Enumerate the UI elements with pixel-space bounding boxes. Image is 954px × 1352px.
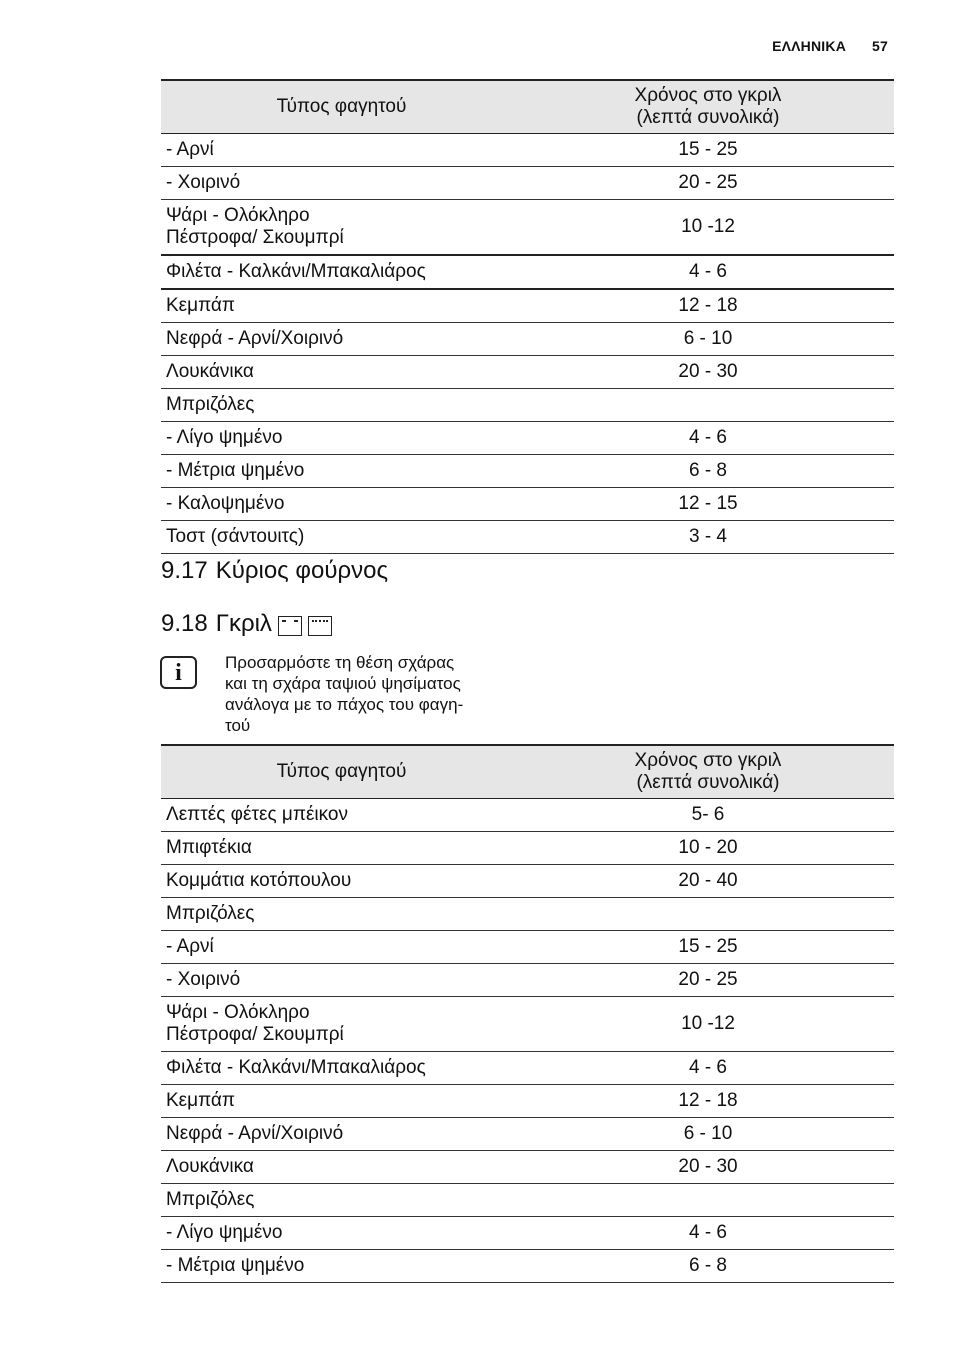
table-row (161, 389, 894, 422)
table-row (161, 356, 894, 389)
section-number: 9.18 (161, 610, 208, 637)
table-header-row (161, 80, 894, 134)
time-cell: 5- 6 (522, 799, 894, 832)
time-cell: 10 -12 (522, 200, 894, 256)
food-cell (161, 997, 522, 1052)
table-row (161, 964, 894, 997)
table-row (161, 1217, 894, 1250)
food-cell: - Αρνί (161, 931, 522, 964)
grill-icon (278, 616, 302, 636)
time-cell: 15 - 25 (522, 931, 894, 964)
table-row (161, 521, 894, 554)
table-row (161, 865, 894, 898)
time-cell: 4 - 6 (522, 1052, 894, 1085)
time-cell (522, 389, 894, 422)
time-cell: 6 - 10 (522, 1118, 894, 1151)
table-row (161, 931, 894, 964)
section-number: 9.17 (161, 557, 208, 584)
food-cell: - Καλοψημένο (161, 488, 522, 521)
food-cell: Κεμπάπ (161, 1085, 522, 1118)
info-note (225, 652, 515, 736)
food-cell: Φιλέτα - Καλκάνι/Μπακαλιάρος (161, 255, 522, 289)
table-row (161, 832, 894, 865)
table-row (161, 200, 894, 256)
time-cell (522, 1184, 894, 1217)
table-row (161, 1118, 894, 1151)
food-cell: Κεμπάπ (161, 289, 522, 323)
time-cell: 3 - 4 (522, 521, 894, 554)
section-heading-main-oven (161, 557, 388, 585)
time-cell: 20 - 30 (522, 356, 894, 389)
time-cell: 15 - 25 (522, 134, 894, 167)
grill-times-table-1 (161, 79, 894, 554)
time-cell: 20 - 30 (522, 1151, 894, 1184)
food-cell: - Χοιρινό (161, 964, 522, 997)
table-row (161, 323, 894, 356)
info-icon: i (160, 656, 197, 689)
time-cell: 6 - 10 (522, 323, 894, 356)
table-row (161, 422, 894, 455)
food-cell: Φιλέτα - Καλκάνι/Μπακαλιάρος (161, 1052, 522, 1085)
page-number: 57 (872, 38, 888, 54)
table-row (161, 455, 894, 488)
table-row (161, 898, 894, 931)
table-row (161, 134, 894, 167)
section-title: Γκριλ (215, 610, 272, 637)
time-cell: 10 -12 (522, 997, 894, 1052)
food-cell-line2: Πέστροφα/ Σκουμπρί (166, 227, 344, 248)
time-cell: 4 - 6 (522, 255, 894, 289)
table-row (161, 255, 894, 289)
info-note-line: Προσαρμόστε τη θέση σχάρας (225, 653, 455, 672)
food-cell: - Αρνί (161, 134, 522, 167)
food-cell: Λουκάνικα (161, 356, 522, 389)
info-note-line: τού (225, 716, 251, 735)
food-cell: Τοστ (σάντουιτς) (161, 521, 522, 554)
food-cell: Λουκάνικα (161, 1151, 522, 1184)
grill-times-table-2 (161, 744, 894, 1283)
table-row (161, 488, 894, 521)
table-row (161, 1250, 894, 1283)
time-cell: 6 - 8 (522, 455, 894, 488)
food-cell: Νεφρά - Αρνί/Χοιρινό (161, 1118, 522, 1151)
time-cell: 20 - 25 (522, 964, 894, 997)
table-row (161, 799, 894, 832)
food-cell: - Λίγο ψημένο (161, 1217, 522, 1250)
food-cell: - Λίγο ψημένο (161, 422, 522, 455)
food-cell-line1: Ψάρι - Ολόκληρο (166, 1002, 310, 1023)
table-row (161, 1085, 894, 1118)
header-language: ΕΛΛΗΝΙΚΑ (772, 38, 847, 54)
time-cell: 4 - 6 (522, 422, 894, 455)
table-row (161, 1151, 894, 1184)
food-type-header: Τύπος φαγητού (161, 745, 522, 799)
food-cell-line2: Πέστροφα/ Σκουμπρί (166, 1024, 344, 1045)
time-cell: 20 - 40 (522, 865, 894, 898)
time-cell: 12 - 18 (522, 1085, 894, 1118)
time-cell: 12 - 15 (522, 488, 894, 521)
food-cell: Μπιφτέκια (161, 832, 522, 865)
food-cell: Μπριζόλες (161, 1184, 522, 1217)
food-cell: Μπριζόλες (161, 389, 522, 422)
time-cell (522, 898, 894, 931)
section-heading-grill (161, 610, 332, 638)
food-cell: - Χοιρινό (161, 167, 522, 200)
food-cell: - Μέτρια ψημένο (161, 455, 522, 488)
info-note-line: και τη σχάρα ταψιού ψησίματος (225, 674, 461, 693)
grill-time-header (522, 80, 894, 134)
full-grill-icon (308, 616, 332, 636)
time-cell: 12 - 18 (522, 289, 894, 323)
section-title: Κύριος φούρνος (215, 557, 389, 584)
grill-time-header-line1: Χρόνος στο γκριλ (634, 85, 782, 106)
food-cell: Μπριζόλες (161, 898, 522, 931)
food-cell: Νεφρά - Αρνί/Χοιρινό (161, 323, 522, 356)
table-row (161, 1052, 894, 1085)
time-cell: 10 - 20 (522, 832, 894, 865)
grill-time-header-line1: Χρόνος στο γκριλ (634, 750, 782, 771)
food-cell (161, 200, 522, 256)
page-header (772, 38, 888, 54)
table-row (161, 289, 894, 323)
food-cell-line1: Ψάρι - Ολόκληρο (166, 205, 310, 226)
grill-time-header-line2: (λεπτά συνολικά) (636, 772, 780, 793)
food-cell: - Μέτρια ψημένο (161, 1250, 522, 1283)
table-header-row (161, 745, 894, 799)
food-cell: Λεπτές φέτες μπέικον (161, 799, 522, 832)
grill-time-header-line2: (λεπτά συνολικά) (636, 107, 780, 128)
time-cell: 20 - 25 (522, 167, 894, 200)
table-row (161, 1184, 894, 1217)
table-row (161, 167, 894, 200)
grill-time-header (522, 745, 894, 799)
time-cell: 4 - 6 (522, 1217, 894, 1250)
food-cell: Κομμάτια κοτόπουλου (161, 865, 522, 898)
food-type-header: Τύπος φαγητού (161, 80, 522, 134)
info-note-line: ανάλογα με το πάχος του φαγη- (225, 695, 464, 714)
table-row (161, 997, 894, 1052)
time-cell: 6 - 8 (522, 1250, 894, 1283)
